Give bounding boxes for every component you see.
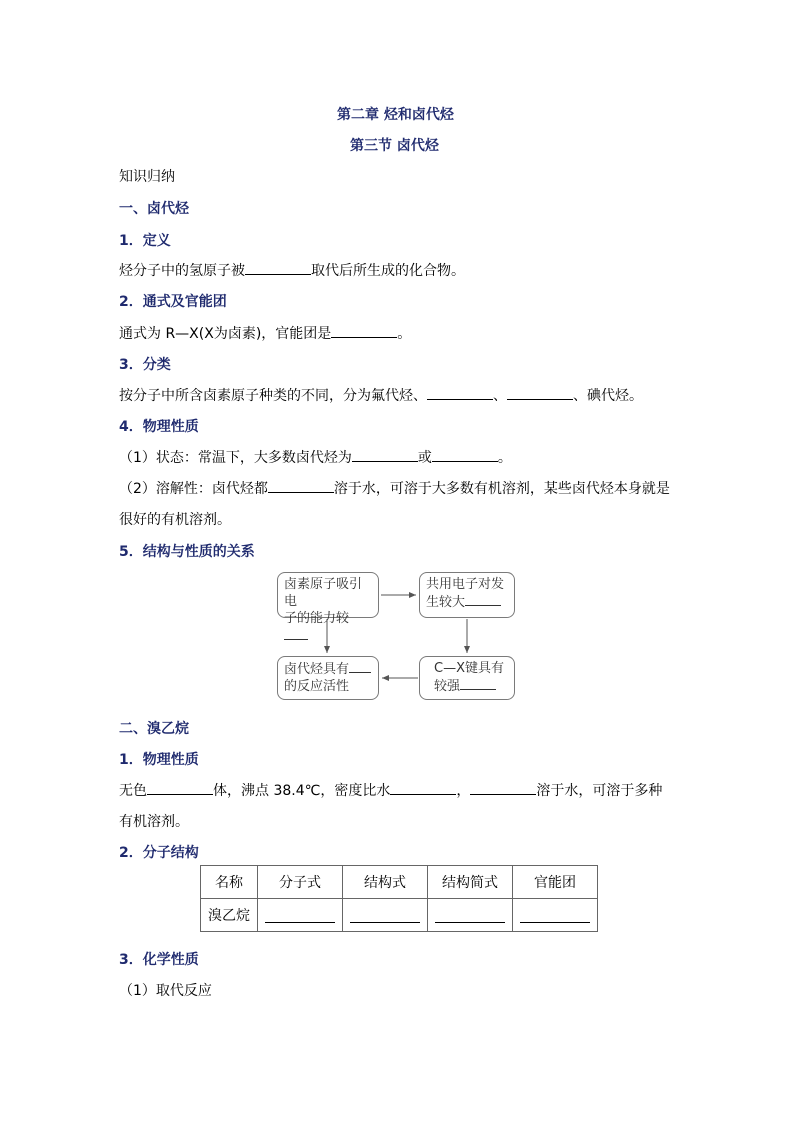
flow-box-text: C—X键具有 — [434, 661, 504, 676]
definition-text-before: 烃分子中的氢原子被 — [119, 263, 245, 279]
bromoethane-property-line2: 有机溶剂。 — [119, 814, 189, 830]
s3-heading: 3．分类 — [119, 357, 171, 373]
formula-text-before: 通式为 R—X(X为卤素)，官能团是 — [119, 326, 332, 342]
answer-blank[interactable] — [390, 781, 456, 795]
flow-box-text: 的反应活性 — [284, 679, 350, 694]
prop-text-3: ， — [456, 783, 471, 799]
answer-blank[interactable] — [470, 781, 536, 795]
answer-blank[interactable] — [147, 781, 213, 795]
state-text-before: （1）状态：常温下，大多数卤代烃为 — [119, 450, 352, 466]
table-header-cell: 名称 — [201, 866, 258, 899]
table-row — [201, 899, 598, 932]
answer-blank[interactable] — [435, 908, 505, 923]
state-text-mid: 或 — [417, 450, 432, 466]
section-title: 第三节 卤代烃 — [350, 138, 439, 154]
sol-text-after: 溶于水，可溶于大多数有机溶剂，某些卤代烃本身就是 — [333, 481, 670, 497]
prop-text-2: 体，沸点 38.4℃，密度比水 — [213, 783, 391, 799]
definition-text-after: 取代后所生成的化合物。 — [311, 263, 465, 279]
sol-text-before: （2）溶解性：卤代烃都 — [119, 481, 268, 497]
part1-heading: 一、卤代烃 — [119, 201, 189, 217]
answer-blank[interactable] — [265, 908, 335, 923]
class-text-before: 按分子中所含卤素原子种类的不同，分为氟代烃、 — [119, 388, 427, 404]
part2-heading: 二、溴乙烷 — [119, 721, 189, 737]
p2-s3-heading: 3．化学性质 — [119, 952, 199, 968]
prop-text-4: 溶于水，可溶于多种 — [536, 783, 663, 799]
flow-box-text-line2: 较强 — [434, 677, 508, 695]
class-text-after: 、碘代烃。 — [573, 388, 643, 404]
s2-heading: 2．通式及官能团 — [119, 294, 227, 310]
answer-blank[interactable] — [350, 908, 420, 923]
flow-box-text: 共用电子对发 — [426, 577, 505, 592]
flow-box-text-line2: 子的能力较 — [284, 610, 372, 645]
solubility-line2: 很好的有机溶剂。 — [119, 512, 231, 528]
flow-box-text-line2: 生较大 — [426, 593, 508, 611]
table-cell — [343, 899, 428, 932]
p2-s1-heading: 1．物理性质 — [119, 752, 199, 768]
table-cell — [513, 899, 598, 932]
table-cell — [428, 899, 513, 932]
table-header-cell: 结构式 — [343, 866, 428, 899]
table-header-cell: 分子式 — [258, 866, 343, 899]
state-text-after: 。 — [497, 450, 512, 466]
flow-box-text: 卤素原子吸引电 — [284, 577, 363, 609]
chapter-title: 第二章 烃和卤代烃 — [337, 107, 454, 123]
molecular-structure-table — [200, 865, 598, 932]
substitution-reaction-label: （1）取代反应 — [119, 983, 212, 999]
s5-heading: 5．结构与性质的关系 — [119, 544, 255, 560]
table-row-name: 溴乙烷 — [201, 899, 258, 932]
s1-heading: 1．定义 — [119, 233, 171, 249]
bromoethane-property-line — [119, 780, 662, 800]
formula-text-after: 。 — [397, 326, 412, 342]
s4-heading: 4．物理性质 — [119, 419, 199, 435]
prop-text-1: 无色 — [119, 783, 147, 799]
class-sep: 、 — [493, 388, 507, 404]
table-header-cell: 结构简式 — [428, 866, 513, 899]
p2-s2-heading: 2．分子结构 — [119, 845, 199, 861]
table-header-row — [201, 866, 598, 899]
table-cell — [258, 899, 343, 932]
answer-blank[interactable] — [520, 908, 590, 923]
intro-label: 知识归纳 — [119, 169, 175, 185]
flow-box-text-line1: 卤代烃具有 — [284, 660, 372, 678]
table-header-cell: 官能团 — [513, 866, 598, 899]
